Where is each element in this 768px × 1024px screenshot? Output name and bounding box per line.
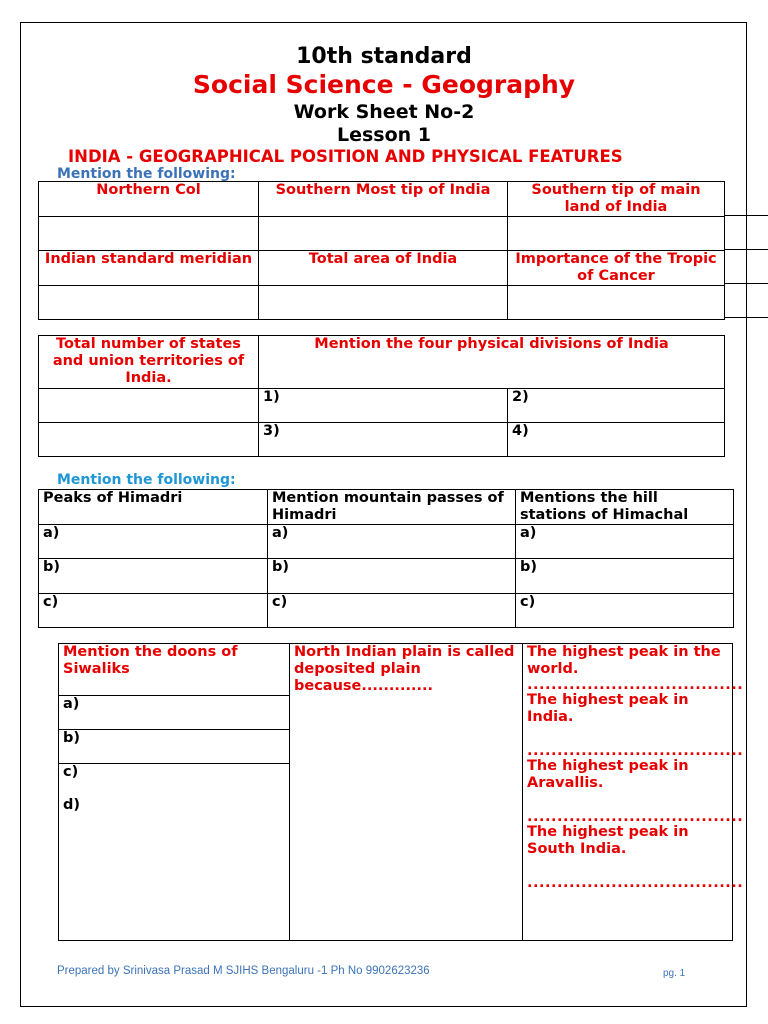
table3-instruction: Mention the following: (57, 472, 236, 488)
row-label-a[interactable]: a) (516, 525, 734, 559)
row-label-c[interactable]: c) (268, 594, 516, 628)
deposited-plain-question[interactable] (290, 644, 523, 941)
answer-cell[interactable] (259, 217, 508, 251)
answer-cell[interactable] (259, 286, 508, 320)
header-southern-tip-mainland: Southern tip of main land of India (508, 182, 725, 217)
footer-credit: Prepared by Srinivasa Prasad M SJIHS Bengaluru -1 Ph No 9902623236 (57, 965, 430, 977)
answer-cell[interactable] (39, 217, 259, 251)
answer-dots[interactable]: .................................... (527, 743, 744, 759)
doon-item-a[interactable]: a) (59, 696, 290, 730)
header-northern-col: Northern Col (39, 182, 259, 217)
answer-cell[interactable] (39, 286, 259, 320)
table-himadri (38, 489, 734, 628)
header-physical-divisions: Mention the four physical divisions of India (259, 336, 725, 389)
header-total-area: Total area of India (259, 251, 508, 286)
doon-item-c[interactable]: c) (59, 764, 290, 797)
peak-world-label: The highest peak in the world. (527, 644, 721, 677)
answer-cell[interactable] (508, 286, 725, 320)
header-states-count: Total number of states and union territories of India. (39, 336, 259, 389)
division-item-2[interactable]: 2) (508, 389, 725, 423)
header-southern-most-tip: Southern Most tip of India (259, 182, 508, 217)
row-label-a[interactable]: a) (268, 525, 516, 559)
worksheet-title: Work Sheet No-2 (293, 101, 475, 123)
doon-item-b[interactable]: b) (59, 730, 290, 764)
peak-aravallis-label: The highest peak in Aravallis. (527, 758, 689, 791)
row-label-a[interactable]: a) (39, 525, 268, 559)
row-label-b[interactable]: b) (39, 559, 268, 594)
lesson-title: Lesson 1 (336, 124, 432, 146)
table-line-extension (724, 283, 768, 284)
header-tropic-of-cancer: Importance of the Tropic of Cancer (508, 251, 725, 286)
header-peaks-himadri: Peaks of Himadri (39, 490, 268, 525)
header-doons-siwaliks: Mention the doons of Siwaliks (59, 644, 290, 696)
division-item-1[interactable]: 1) (259, 389, 508, 423)
table-line-extension (724, 317, 768, 318)
row-label-b[interactable]: b) (268, 559, 516, 594)
row-label-c[interactable]: c) (39, 594, 268, 628)
peak-india-label: The highest peak in India. (527, 692, 689, 725)
highest-peaks-column (523, 644, 744, 941)
deposited-plain-label: North Indian plain is called deposited plain because............. (294, 644, 515, 694)
subject-title: Social Science - Geography (192, 70, 576, 99)
chapter-title: INDIA - GEOGRAPHICAL POSITION AND PHYSICAL FEATURES (68, 147, 623, 166)
grade-title: 10th standard (296, 44, 472, 69)
table-divisions (38, 335, 725, 457)
header-hill-stations: Mentions the hill stations of Himachal (516, 490, 734, 525)
answer-dots[interactable]: .................................... (527, 809, 744, 825)
answer-cell[interactable] (39, 423, 259, 457)
table-basic-facts (38, 181, 725, 320)
division-item-3[interactable]: 3) (259, 423, 508, 457)
row-label-b[interactable]: b) (516, 559, 734, 594)
doon-item-d[interactable]: d) (59, 797, 290, 941)
answer-dots[interactable]: .................................... (527, 677, 744, 693)
table-physical (58, 643, 744, 941)
division-item-4[interactable]: 4) (508, 423, 725, 457)
answer-cell[interactable] (508, 217, 725, 251)
header-mountain-passes: Mention mountain passes of Himadri (268, 490, 516, 525)
table-line-extension (724, 249, 768, 250)
table-line-extension (724, 215, 768, 216)
row-label-c[interactable]: c) (516, 594, 734, 628)
peak-south-india-label: The highest peak in South India. (527, 824, 689, 857)
page-number: pg. 1 (663, 968, 686, 979)
header-standard-meridian: Indian standard meridian (39, 251, 259, 286)
answer-dots[interactable]: .................................... (527, 875, 744, 891)
answer-cell[interactable] (39, 389, 259, 423)
table1-instruction: Mention the following: (57, 166, 236, 182)
